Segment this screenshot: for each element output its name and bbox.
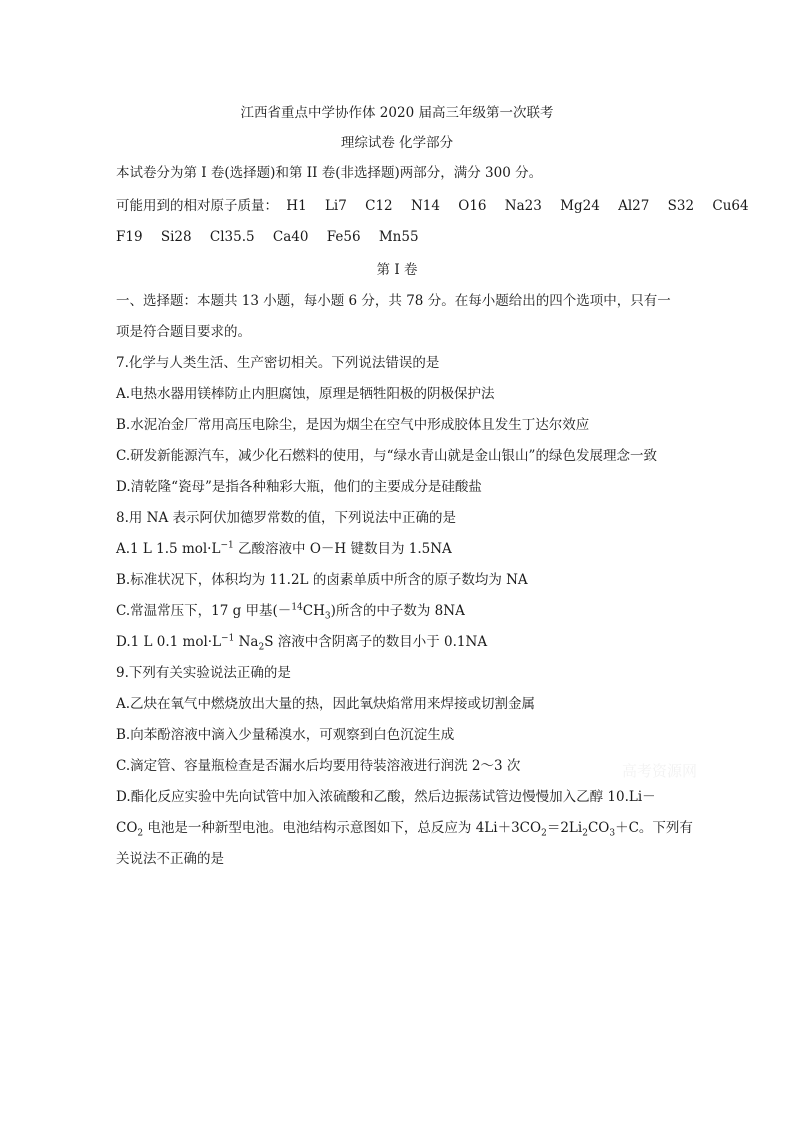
atomic-mass: Na23	[504, 198, 542, 214]
q9-option-d: D.酯化反应实验中先向试管中加入浓硫酸和乙酸，然后边振荡试管边慢慢加入乙醇 10.Li－	[116, 789, 656, 805]
q10-subscript: 2	[541, 828, 547, 839]
atomic-mass: Al27	[618, 198, 650, 214]
q8-stem: 8.用 NA 表示阿伏加德罗常数的值，下列说法中正确的是	[116, 510, 457, 526]
q8-c-text-end: )所含的中子数为 8NA	[330, 603, 465, 619]
exam-title: 江西省重点中学协作体 2020 届高三年级第一次联考	[240, 105, 554, 121]
atomic-mass: F19	[116, 229, 143, 245]
q8-d-subscript: 2	[258, 642, 265, 653]
atomic-mass: C12	[365, 198, 393, 214]
atomic-mass: H1	[286, 198, 307, 214]
q8-a-text-end: 乙酸溶液中 O－H 键数目为 1.5NA	[233, 541, 452, 557]
section-instructions-line-2: 项是符合题目要求的。	[116, 324, 251, 340]
atomic-mass: Fe56	[326, 229, 361, 245]
q9-option-b: B.向苯酚溶液中滴入少量稀溴水，可观察到白色沉淀生成	[116, 727, 455, 743]
atomic-mass: S32	[667, 198, 695, 214]
q8-c-text: C.常温常压下，17 g 甲基(－	[116, 603, 292, 619]
q8-c-subscript: 3	[324, 611, 331, 622]
q10-subscript: 3	[609, 828, 616, 839]
q10-subscript: 2	[137, 828, 144, 839]
atomic-masses-line-2	[116, 227, 686, 247]
q7-option-c: C.研发新能源汽车，减少化石燃料的使用，与“绿水青山就是金山银山”的绿色发展理念一致	[116, 448, 657, 464]
q9-option-a: A.乙炔在氧气中燃烧放出大量的热，因此氧炔焰常用来焊接或切割金属	[116, 696, 536, 712]
q10-text: 电池是一种新型电池。电池结构示意图如下，总反应为 4Li＋3CO	[143, 820, 542, 836]
q10-text: ＝2Li	[546, 820, 583, 836]
q10-subscript: 2	[582, 828, 588, 839]
section-title: 第 I 卷	[376, 262, 418, 278]
q8-a-text: A.1 L 1.5 mol·L	[116, 541, 221, 557]
q8-a-superscript: −1	[220, 540, 234, 551]
q7-option-b: B.水泥冶金厂常用高压电除尘，是因为烟尘在空气中形成胶体且发生丁达尔效应	[116, 417, 590, 433]
atomic-mass: O16	[458, 198, 487, 214]
q8-option-c	[116, 601, 686, 621]
q8-option-d	[116, 632, 686, 652]
atomic-mass: Cl35.5	[209, 229, 255, 245]
exam-subtitle: 理综试卷 化学部分	[340, 135, 454, 151]
atomic-mass: Si28	[160, 229, 192, 245]
atomic-mass: Mn55	[378, 229, 419, 245]
q8-d-text-end: S 溶液中含阴离子的数目小于 0.1NA	[264, 634, 488, 650]
q7-option-a: A.电热水器用镁棒防止内胆腐蚀，原理是牺牲阳极的阴极保护法	[116, 386, 495, 402]
watermark: 高考资源网	[622, 762, 698, 780]
q8-d-superscript: −1	[221, 633, 235, 644]
q10-stem-line-1	[116, 818, 693, 839]
atomic-mass: Ca40	[272, 229, 309, 245]
q8-option-b: B.标准状况下，体积均为 11.2L 的卤素单质中所含的原子数均为 NA	[116, 572, 528, 588]
atomic-masses-line-1	[116, 196, 749, 216]
atomic-mass: Li7	[324, 198, 347, 214]
q10-text: CO	[587, 820, 610, 836]
atomic-mass: Cu64	[712, 198, 749, 214]
atomic-mass: Mg24	[560, 198, 600, 214]
q9-option-c: C.滴定管、容量瓶检查是否漏水后均要用待装溶液进行润洗 2～3 次	[116, 758, 521, 774]
q7-option-d: D.清乾隆“瓷母”是指各种釉彩大瓶，他们的主要成分是硅酸盐	[116, 479, 482, 495]
q8-d-formula: Na	[234, 634, 259, 650]
q9-stem: 9.下列有关实验说法正确的是	[116, 665, 291, 681]
q7-stem: 7.化学与人类生活、生产密切相关。下列说法错误的是	[116, 355, 440, 371]
q8-c-formula: CH	[302, 603, 325, 619]
q10-text: CO	[116, 820, 138, 836]
q8-d-text: D.1 L 0.1 mol·L	[116, 634, 222, 650]
q10-stem-line-2: 关说法不正确的是	[116, 851, 224, 867]
section-instructions-line-1: 一、选择题：本题共 13 小题，每小题 6 分，共 78 分。在每小题给出的四个选项中，只有一	[116, 293, 671, 309]
atomic-masses-label: 可能用到的相对原子质量：	[116, 198, 278, 214]
q10-text: ＋C。下列有	[615, 820, 693, 836]
atomic-mass: N14	[410, 198, 440, 214]
exam-structure-note: 本试卷分为第 I 卷(选择题)和第 II 卷(非选择题)两部分，满分 300 分。	[116, 165, 543, 181]
q8-c-superscript: 14	[291, 602, 303, 613]
q8-option-a	[116, 539, 686, 559]
